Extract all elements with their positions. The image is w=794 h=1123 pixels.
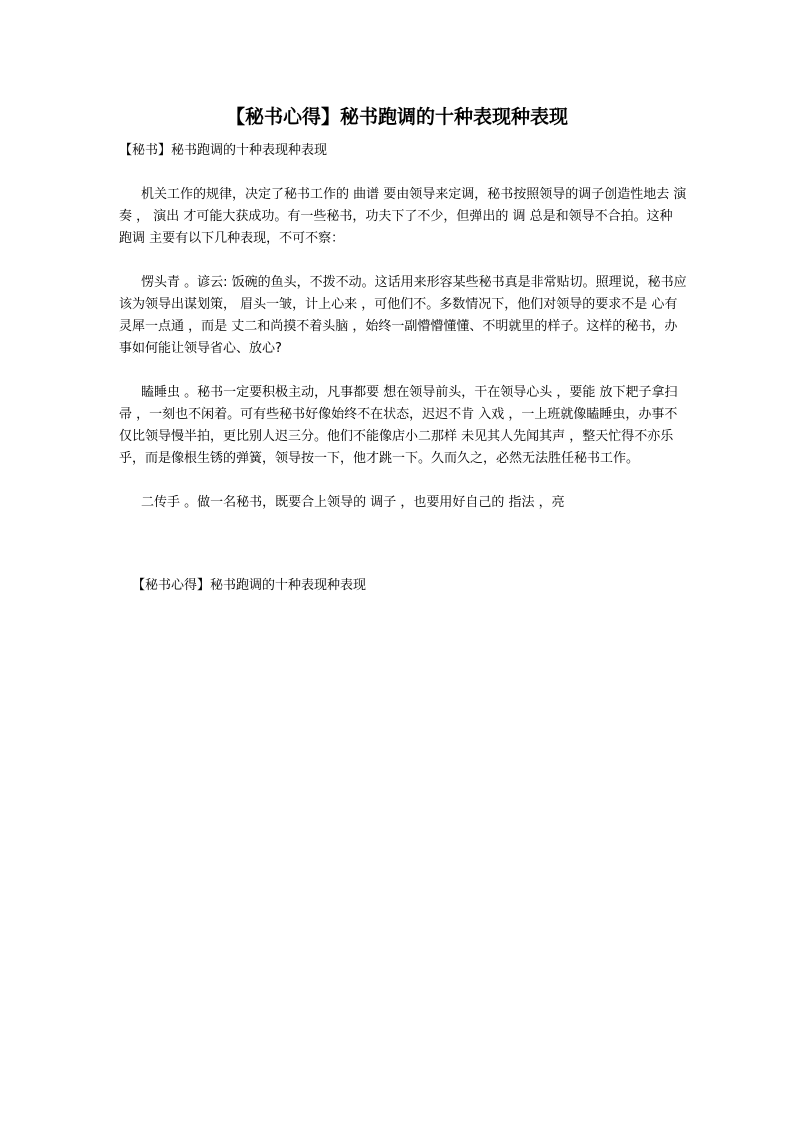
paragraph-erchuanshou: 二传手 。做一名秘书，既要合上领导的 调子 ，也要用好自己的 指法 ，亮 xyxy=(141,495,565,510)
document-subtitle: 【秘书】秘书跑调的十种表现种表现 xyxy=(119,143,328,158)
document-footer: 【秘书心得】秘书跑调的十种表现种表现 xyxy=(132,578,367,593)
document-title: 【秘书心得】秘书跑调的十种表现种表现 xyxy=(225,106,568,128)
paragraph-intro: 机关工作的规律，决定了秘书工作的 曲谱 要由领导来定调，秘书按照领导的调子创造性地去 演奏 ， 演出 才可能大获成功。有一些秘书，功夫下了不少，但弹出的 调 总是和领导不合拍。这种 跑调 主要有以下几种表现，不可不察： xyxy=(119,187,687,246)
paragraph-lengtouqing: 愣头青 。谚云: 饭碗的鱼头，不拨不动。这话用来形容某些秘书真是非常贴切。照理说，秘书应该为领导出谋划策， 眉头一皱，计上心来 ，可他们不。多数情况下，他们对领导的要求不是 心有灵犀一点通 ，而是 丈二和尚摸不着头脑 ，始终一副懵懵懂懂、不明就里的样子。这样的秘书，办事如何能让领导省心、放心? xyxy=(119,275,687,356)
paragraph-keshuichong: 瞌睡虫 。秘书一定要积极主动，凡事都要 想在领导前头，干在领导心头 ，要能 放下耙子拿扫帚 ，一刻也不闲着。可有些秘书好像始终不在状态，迟迟不肯 入戏 ，一上班就像瞌睡虫，办事不仅比领导慢半拍，更比别人迟三分。他们不能像店小二那样 未见其人先闻其声 ，整天忙得不亦乐乎，而是像根生锈的弹簧，领导按一下，他才跳一下。久而久之，必然无法胜任秘书工作。 xyxy=(119,385,678,466)
document-body xyxy=(119,184,687,536)
